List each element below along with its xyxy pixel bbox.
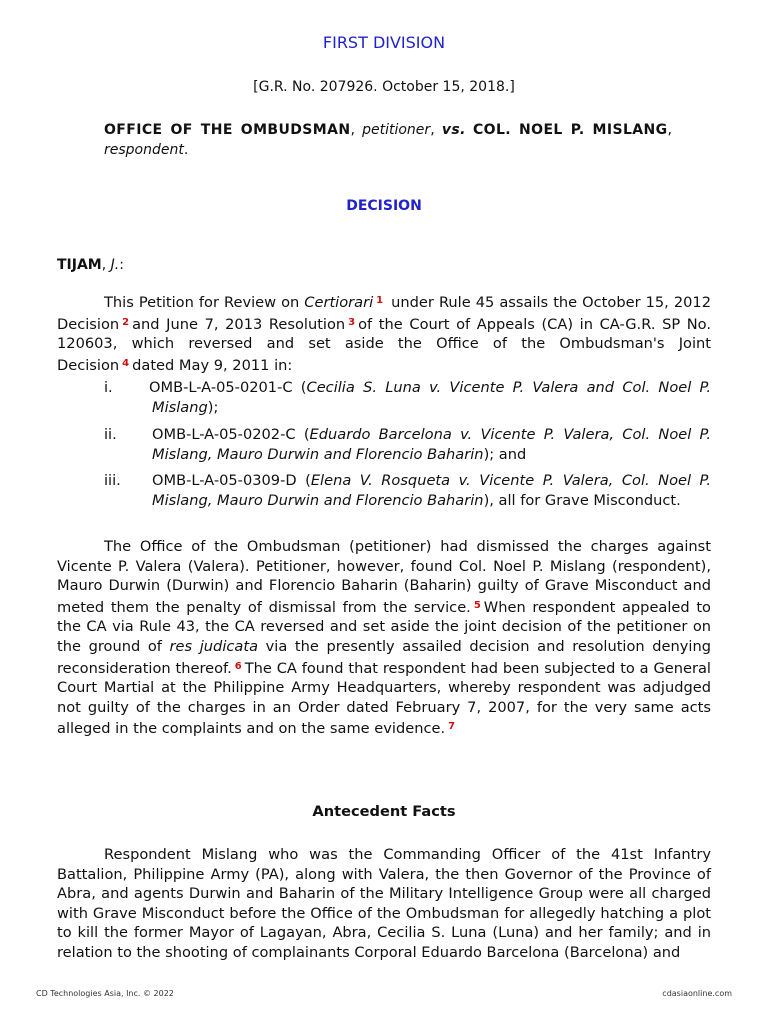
case-list-number: i. bbox=[104, 379, 113, 396]
text-run: This Petition for Review on bbox=[104, 294, 305, 311]
footnote-ref-5[interactable]: 5 bbox=[473, 599, 481, 611]
case-list-number: iii. bbox=[104, 472, 121, 489]
text-run: of the Court of Appeals (CA) in CA-G.R. SP No. 120603, which reversed and set aside the Office of the Ombudsman's Joint Decision bbox=[57, 315, 711, 374]
text-run: When respondent appealed to the CA via Rule 43, the CA reversed and set aside the joint decision of the petitioner on the ground of bbox=[57, 598, 711, 655]
case-code: OMB-L-A-05-0202-C ( bbox=[152, 426, 310, 443]
ponente-name: TIJAM bbox=[57, 257, 102, 273]
case-list-item bbox=[152, 425, 711, 464]
footnote-ref-7[interactable]: 7 bbox=[448, 721, 456, 733]
text-run: via the presently assailed decision and resolution denying reconsideration thereof. bbox=[57, 637, 711, 677]
respondent-name: COL. NOEL P. MISLANG bbox=[473, 122, 668, 138]
case-parties: OFFICE OF THE OMBUDSMAN, petitioner, vs. COL. NOEL P. MISLANG, respondent. bbox=[104, 122, 672, 158]
footnote-ref-6[interactable]: 6 bbox=[234, 660, 242, 672]
footer-site: cdasiaonline.com bbox=[662, 989, 732, 998]
case-title: Elena V. Rosqueta v. Vicente P. Valera, Col. Noel P. Mislang, Mauro Durwin and Florencio Baharin bbox=[152, 472, 711, 509]
footer-copyright: CD Technologies Asia, Inc. © 2022 bbox=[36, 989, 174, 998]
case-list-number: ii. bbox=[104, 426, 117, 443]
ponente-title: J. bbox=[110, 257, 120, 273]
case-list-item bbox=[152, 471, 711, 510]
text-run: The Office of the Ombudsman (petitioner) had dismissed the charges against Vicente P. Valera (Valera). Petitioner, however, found Col. Noel P. Mislang (respondent), Mauro Durwin (Durwin) and Florencio Baharin (Baharin) guilty of Grave Misconduct and meted them the penalty of dismissal from the service. bbox=[57, 538, 711, 616]
respondent-role: respondent bbox=[104, 142, 184, 158]
case-tail: ); bbox=[207, 398, 219, 416]
paragraph-intro bbox=[57, 291, 711, 375]
case-tail: ); and bbox=[483, 445, 527, 463]
case-tail: ), all for Grave Misconduct. bbox=[483, 491, 681, 509]
petitioner-role: petitioner bbox=[362, 122, 431, 138]
case-title: Eduardo Barcelona v. Vicente P. Valera, Col. Noel P. Mislang, Mauro Durwin and Florencio Baharin bbox=[152, 426, 711, 463]
decision-title: DECISION bbox=[346, 198, 422, 214]
division-heading: FIRST DIVISION bbox=[322, 33, 446, 52]
paragraph-background bbox=[57, 537, 711, 739]
certiorari-term: Certiorari bbox=[304, 294, 374, 311]
footnote-ref-3[interactable]: 3 bbox=[348, 316, 356, 328]
text-run: dated May 9, 2011 in: bbox=[132, 356, 293, 374]
footnote-ref-2[interactable]: 2 bbox=[122, 316, 130, 328]
text-run: under Rule 45 assails the October 15, 2012 Decision bbox=[57, 294, 711, 333]
ponente: TIJAM, J.: bbox=[57, 257, 124, 273]
case-code: OMB-L-A-05-0201-C ( bbox=[149, 379, 307, 396]
petitioner-name: OFFICE OF THE OMBUDSMAN bbox=[104, 122, 351, 138]
text-run: The CA found that respondent had been subjected to a General Court Martial at the Philippine Army Headquarters, whereby respondent was adjudged not guilty of the charges in an Order dated February 7, 2007, for the very same acts alleged in the complaints and on the same evidence. bbox=[57, 659, 711, 738]
case-code: OMB-L-A-05-0309-D ( bbox=[152, 472, 311, 489]
section-heading: Antecedent Facts bbox=[312, 803, 456, 820]
text-run: and June 7, 2013 Resolution bbox=[132, 315, 346, 333]
versus-label: vs. bbox=[441, 122, 466, 138]
res-judicata-term: res judicata bbox=[169, 637, 259, 655]
gr-number: [G.R. No. 207926. October 15, 2018.] bbox=[253, 79, 515, 95]
case-list-item bbox=[149, 378, 711, 417]
case-title: Cecilia S. Luna v. Vicente P. Valera and Col. Noel P. Mislang bbox=[152, 379, 711, 416]
footnote-ref-1[interactable]: 1 bbox=[376, 295, 384, 306]
footnote-ref-4[interactable]: 4 bbox=[122, 357, 130, 369]
paragraph-facts: Respondent Mislang who was the Commanding Officer of the 41st Infantry Battalion, Philippine Army (PA), along with Valera, the then Governor of the Province of Abra, and agents Durwin and Baharin of the Military Intelligence Group were all charged with Grave Misconduct before the Office of the Ombudsman for allegedly hatching a plot to kill the former Mayor of Lagayan, Abra, Cecilia S. Luna (Luna) and her family; and in relation to the shooting of complainants Corporal Eduardo Barcelona (Barcelona) and bbox=[57, 846, 711, 961]
